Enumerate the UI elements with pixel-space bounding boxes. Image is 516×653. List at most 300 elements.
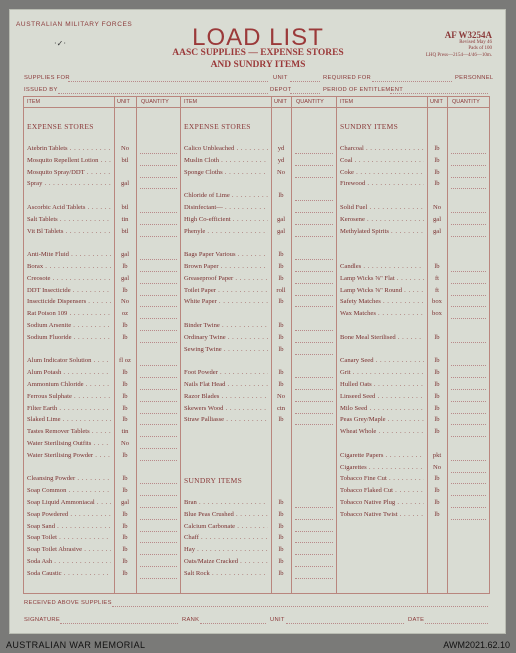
- list-item: [27, 381, 111, 388]
- quantity-field[interactable]: [140, 365, 177, 366]
- item-unit: lb: [434, 428, 440, 436]
- list-item: [184, 228, 268, 235]
- quantity-field[interactable]: [451, 295, 486, 296]
- list-item: [27, 310, 111, 317]
- quantity-field[interactable]: [140, 519, 177, 520]
- item-unit: gal: [432, 215, 442, 223]
- quantity-field[interactable]: [451, 377, 486, 378]
- item-name: Coal . . .: [340, 157, 424, 164]
- quantity-field[interactable]: [140, 318, 177, 319]
- supplies-for-label: SUPPLIES FOR: [24, 75, 70, 81]
- column-header-item: ITEM: [27, 99, 41, 105]
- item-name: Razor Blades . . .: [184, 393, 268, 400]
- column-header-unit: UNIT: [430, 99, 443, 105]
- quantity-field[interactable]: [140, 413, 177, 414]
- item-unit: gal: [120, 180, 130, 188]
- item-name: Sponge Cloths . . .: [184, 169, 268, 176]
- list-item: [340, 416, 424, 423]
- military-forces-label: AUSTRALIAN MILITARY FORCES: [16, 21, 133, 28]
- column-header-quantity: QUANTITY: [141, 99, 169, 105]
- supplies-for-field[interactable]: [68, 81, 268, 82]
- item-unit: No: [120, 440, 130, 447]
- list-item: [184, 570, 268, 577]
- quantity-field[interactable]: [140, 330, 177, 331]
- item-name: Tobacco Native Twist . . .: [340, 511, 424, 518]
- list-item: [184, 534, 268, 541]
- item-unit: lb: [122, 333, 128, 341]
- table-left-rule: [23, 96, 24, 594]
- item-name: Straw Palliasse . . .: [184, 416, 268, 423]
- item-unit: lb: [278, 534, 284, 542]
- quantity-field[interactable]: [140, 460, 177, 461]
- item-name: Candles . . .: [340, 263, 424, 270]
- list-item: [184, 369, 268, 376]
- quantity-field[interactable]: [451, 188, 486, 189]
- item-name: Tastes Remover Tablets . . .: [27, 428, 111, 435]
- bottom-unit-label: UNIT: [270, 617, 285, 623]
- item-unit: lb: [122, 451, 128, 459]
- item-unit: lb: [278, 381, 284, 388]
- item-unit: lb: [278, 522, 284, 530]
- ink-mark: ·✓·: [54, 39, 67, 48]
- list-item: [184, 334, 268, 341]
- quantity-field[interactable]: [140, 542, 177, 543]
- list-item: [27, 275, 111, 282]
- quantity-field[interactable]: [295, 578, 333, 579]
- form-subtitle-2: AND SUNDRY ITEMS: [210, 60, 306, 70]
- item-name: Water Sterilising Powder . . .: [27, 452, 111, 459]
- list-item: [184, 298, 268, 305]
- item-unit: lb: [278, 274, 284, 282]
- list-item: [184, 204, 268, 211]
- item-name: Oats/Maize Cracked . . .: [184, 558, 268, 565]
- item-unit: lb: [434, 475, 440, 483]
- item-unit: lb: [122, 558, 128, 565]
- item-unit: No: [276, 392, 286, 400]
- item-unit: lb: [434, 487, 440, 495]
- list-item: [340, 157, 424, 164]
- item-unit: lb: [278, 510, 284, 518]
- list-item: [27, 570, 111, 577]
- quantity-field[interactable]: [140, 188, 177, 189]
- list-item: [184, 263, 268, 270]
- quantity-field[interactable]: [451, 495, 486, 496]
- item-unit: lb: [122, 569, 128, 577]
- quantity-field[interactable]: [140, 224, 177, 225]
- list-item: [184, 546, 268, 553]
- list-item: [27, 287, 111, 294]
- list-item: [27, 487, 111, 494]
- list-item: [340, 487, 424, 494]
- period-label: PERIOD OF ENTITLEMENT: [323, 87, 404, 93]
- item-unit: lb: [434, 510, 440, 518]
- unit-field[interactable]: [290, 81, 320, 82]
- item-unit: gal: [276, 215, 286, 223]
- list-item: [27, 511, 111, 518]
- list-item: [184, 381, 268, 388]
- bottom-unit-field[interactable]: [286, 623, 404, 624]
- quantity-field[interactable]: [140, 483, 177, 484]
- quantity-field[interactable]: [140, 295, 177, 296]
- item-name: Ammonium Chloride . . .: [27, 381, 111, 388]
- date-field[interactable]: [425, 623, 488, 624]
- item-name: Bags Paper Various . . .: [184, 251, 268, 258]
- quantity-field[interactable]: [451, 401, 486, 402]
- quantity-field[interactable]: [140, 236, 177, 237]
- quantity-divider: [447, 96, 448, 594]
- column-divider: [180, 96, 181, 594]
- quantity-field[interactable]: [140, 495, 177, 496]
- depot-field[interactable]: [290, 93, 320, 94]
- item-unit: gal: [120, 251, 130, 259]
- item-name: Binder Twine . . .: [184, 322, 268, 329]
- quantity-field[interactable]: [295, 507, 333, 508]
- list-item: [340, 334, 424, 341]
- item-unit: gal: [120, 274, 130, 282]
- rank-label: RANK: [182, 617, 200, 623]
- item-name: Ferrous Sulphate . . .: [27, 393, 111, 400]
- item-name: Salt Tablets . . .: [27, 216, 111, 223]
- item-name: Hulled Oats . . .: [340, 381, 424, 388]
- quantity-field[interactable]: [451, 519, 486, 520]
- quantity-field[interactable]: [140, 507, 177, 508]
- list-item: [184, 322, 268, 329]
- item-name: Sodium Arsenite . . .: [27, 322, 111, 329]
- form-number: AF W3254A: [444, 30, 492, 40]
- quantity-field[interactable]: [451, 389, 486, 390]
- item-name: Calcium Carbonate . . .: [184, 523, 268, 530]
- list-item: [340, 204, 424, 211]
- item-unit: box: [432, 298, 442, 306]
- item-name: Soap Sand . . .: [27, 523, 111, 530]
- item-name: Rat Poison 109 . . .: [27, 310, 111, 317]
- quantity-field[interactable]: [451, 306, 486, 307]
- item-unit: lb: [122, 475, 128, 483]
- quantity-field[interactable]: [140, 578, 177, 579]
- quantity-field[interactable]: [451, 413, 486, 414]
- item-unit: lb: [278, 546, 284, 554]
- item-unit: lb: [122, 534, 128, 542]
- item-unit: ft: [434, 286, 440, 294]
- item-unit: No: [120, 145, 130, 152]
- column-header-unit: UNIT: [117, 99, 130, 105]
- item-unit: lb: [122, 404, 128, 412]
- item-name: Bone Meal Sterilised . . .: [340, 334, 424, 341]
- item-unit: lb: [122, 392, 128, 400]
- item-unit: pkt: [432, 451, 442, 459]
- item-name: Canary Seed . . .: [340, 357, 424, 364]
- quantity-field[interactable]: [295, 389, 333, 390]
- quantity-field[interactable]: [140, 306, 177, 307]
- item-name: Charcoal . . .: [340, 145, 424, 152]
- quantity-field[interactable]: [451, 507, 486, 508]
- quantity-field[interactable]: [295, 271, 333, 272]
- quantity-field[interactable]: [295, 377, 333, 378]
- quantity-field[interactable]: [295, 283, 333, 284]
- item-unit: lb: [278, 251, 284, 259]
- quantity-field[interactable]: [295, 165, 333, 166]
- list-item: [340, 228, 424, 235]
- list-item: [27, 204, 111, 211]
- item-name: Coke . . .: [340, 169, 424, 176]
- item-unit: yd: [277, 145, 285, 152]
- item-name: Alum Indicator Solution . . .: [27, 357, 111, 364]
- table-top-rule: [23, 96, 490, 97]
- item-name: Tobacco Fine Cut . . .: [340, 475, 424, 482]
- list-item: [27, 145, 111, 152]
- received-label: RECEIVED ABOVE SUPPLIES: [24, 600, 112, 606]
- item-unit: lb: [434, 168, 440, 176]
- item-name: Lamp Wicks ⅝" Flat . . .: [340, 275, 424, 282]
- item-unit: oz: [121, 310, 129, 318]
- signature-field[interactable]: [60, 623, 178, 624]
- item-name: Muslin Cloth . . .: [184, 157, 268, 164]
- quantity-field[interactable]: [295, 224, 333, 225]
- depot-label: DEPOT: [270, 87, 292, 93]
- item-unit: lb: [278, 322, 284, 329]
- item-name: Peas Grey/Maple . . .: [340, 416, 424, 423]
- quantity-field[interactable]: [140, 531, 177, 532]
- list-item: [184, 416, 268, 423]
- item-unit: lb: [434, 145, 440, 152]
- item-name: Slaked Lime . . .: [27, 416, 111, 423]
- quantity-field[interactable]: [295, 554, 333, 555]
- item-name: Tobacco Native Plug . . .: [340, 499, 424, 506]
- item-name: Spray . . .: [27, 180, 111, 187]
- list-item: [340, 405, 424, 412]
- quantity-field[interactable]: [140, 401, 177, 402]
- list-item: [340, 464, 424, 471]
- item-name: Wax Matches . . .: [340, 310, 424, 317]
- item-unit: lb: [278, 499, 284, 506]
- list-item: [27, 357, 111, 364]
- item-name: DDT Insecticide . . .: [27, 287, 111, 294]
- list-item: [340, 393, 424, 400]
- item-name: High Co-efficient . . .: [184, 216, 268, 223]
- quantity-field[interactable]: [140, 212, 177, 213]
- quantity-field[interactable]: [140, 153, 177, 154]
- quantity-field[interactable]: [295, 401, 333, 402]
- quantity-field[interactable]: [140, 283, 177, 284]
- quantity-field[interactable]: [140, 424, 177, 425]
- list-item: [184, 192, 268, 199]
- form-revised: Revised May 46: [459, 40, 492, 45]
- quantity-field[interactable]: [451, 460, 486, 461]
- quantity-field[interactable]: [295, 177, 333, 178]
- quantity-field[interactable]: [140, 566, 177, 567]
- list-item: [27, 523, 111, 530]
- item-name: Anti-Mite Fluid . . .: [27, 251, 111, 258]
- quantity-field[interactable]: [295, 295, 333, 296]
- quantity-field[interactable]: [295, 153, 333, 154]
- list-item: [184, 558, 268, 565]
- quantity-field[interactable]: [295, 424, 333, 425]
- item-name: Disinfectant— . . .: [184, 204, 268, 211]
- item-unit: tin: [121, 215, 129, 223]
- item-unit: roll: [276, 286, 286, 294]
- list-item: [27, 452, 111, 459]
- list-item: [27, 428, 111, 435]
- list-item: [184, 157, 268, 164]
- item-name: Phenyle . . .: [184, 228, 268, 235]
- issued-by-label: ISSUED BY: [24, 87, 58, 93]
- quantity-field[interactable]: [295, 413, 333, 414]
- list-item: [27, 216, 111, 223]
- item-name: Soap Common . . .: [27, 487, 111, 494]
- item-name: Cigarettes . . .: [340, 464, 424, 471]
- item-unit: lb: [278, 263, 284, 270]
- quantity-field[interactable]: [140, 377, 177, 378]
- quantity-field[interactable]: [140, 448, 177, 449]
- item-unit: lb: [434, 499, 440, 506]
- rank-field[interactable]: [200, 623, 266, 624]
- item-unit: lb: [278, 333, 284, 341]
- item-name: Soap Toilet . . .: [27, 534, 111, 541]
- item-name: Calico Unbleached . . .: [184, 145, 268, 152]
- list-item: [184, 393, 268, 400]
- item-unit: lb: [278, 298, 284, 306]
- item-unit: lb: [278, 345, 284, 353]
- quantity-field[interactable]: [451, 212, 486, 213]
- quantity-field[interactable]: [451, 472, 486, 473]
- item-unit: ctn: [276, 404, 286, 412]
- item-name: Safety Matches . . .: [340, 298, 424, 305]
- list-item: [340, 298, 424, 305]
- quantity-field[interactable]: [451, 283, 486, 284]
- quantity-field[interactable]: [295, 236, 333, 237]
- item-name: Borax . . .: [27, 263, 111, 270]
- list-item: [27, 416, 111, 423]
- quantity-field[interactable]: [451, 365, 486, 366]
- item-unit: lb: [122, 416, 128, 424]
- issued-by-field[interactable]: [58, 93, 268, 94]
- quantity-field[interactable]: [451, 224, 486, 225]
- section-heading: SUNDRY ITEMS: [340, 122, 399, 131]
- item-name: Bran . . .: [184, 499, 268, 506]
- quantity-field[interactable]: [295, 542, 333, 543]
- quantity-field[interactable]: [451, 177, 486, 178]
- item-unit: lb: [434, 263, 440, 270]
- section-heading: EXPENSE STORES: [27, 122, 94, 131]
- item-unit: lb: [278, 192, 284, 200]
- item-unit: lb: [278, 569, 284, 577]
- quantity-field[interactable]: [451, 424, 486, 425]
- item-name: Lamp Wicks ⅝" Round . . .: [340, 287, 424, 294]
- item-unit: lb: [278, 369, 284, 377]
- item-name: Blue Peas Crushed . . .: [184, 511, 268, 518]
- list-item: [27, 263, 111, 270]
- item-unit: lb: [122, 381, 128, 388]
- item-unit: lb: [122, 322, 128, 329]
- list-item: [340, 357, 424, 364]
- item-name: Chaff . . .: [184, 534, 268, 541]
- list-item: [184, 346, 268, 353]
- item-unit: lb: [122, 369, 128, 377]
- item-unit: lb: [434, 369, 440, 377]
- list-item: [27, 169, 111, 176]
- column-header-item: ITEM: [340, 99, 354, 105]
- quantity-field[interactable]: [295, 259, 333, 260]
- section-heading: EXPENSE STORES: [184, 122, 251, 131]
- item-name: Brown Paper . . .: [184, 263, 268, 270]
- item-name: Wheat Whole . . .: [340, 428, 424, 435]
- item-name: Ascorbic Acid Tablets . . .: [27, 204, 111, 211]
- item-name: Soap Powdered . . .: [27, 511, 111, 518]
- item-name: Atebrin Tablets . . .: [27, 145, 111, 152]
- list-item: [184, 405, 268, 412]
- unit-label: UNIT: [273, 75, 288, 81]
- quantity-field[interactable]: [140, 436, 177, 437]
- quantity-field[interactable]: [451, 342, 486, 343]
- item-unit: ft: [434, 274, 440, 282]
- quantity-field[interactable]: [140, 389, 177, 390]
- quantity-field[interactable]: [295, 342, 333, 343]
- quantity-field[interactable]: [140, 177, 177, 178]
- item-unit: No: [432, 204, 442, 211]
- quantity-field[interactable]: [451, 483, 486, 484]
- item-name: White Paper . . .: [184, 298, 268, 305]
- quantity-field[interactable]: [451, 165, 486, 166]
- list-item: [27, 180, 111, 187]
- quantity-field[interactable]: [451, 318, 486, 319]
- quantity-field[interactable]: [140, 259, 177, 260]
- quantity-field[interactable]: [451, 271, 486, 272]
- list-item: [340, 499, 424, 506]
- list-item: [340, 275, 424, 282]
- quantity-field[interactable]: [140, 342, 177, 343]
- received-field[interactable]: [112, 606, 488, 607]
- quantity-field[interactable]: [451, 436, 486, 437]
- item-unit: lb: [122, 510, 128, 518]
- list-item: [27, 228, 111, 235]
- list-item: [27, 369, 111, 376]
- item-name: Vit Bl Tablets . . .: [27, 228, 111, 235]
- item-unit: lb: [434, 404, 440, 412]
- item-name: Solid Fuel . . .: [340, 204, 424, 211]
- quantity-field[interactable]: [295, 306, 333, 307]
- list-item: [27, 334, 111, 341]
- quantity-field[interactable]: [451, 236, 486, 237]
- item-name: Soda Ash . . .: [27, 558, 111, 565]
- quantity-field[interactable]: [295, 212, 333, 213]
- quantity-field[interactable]: [295, 566, 333, 567]
- item-name: Mosquito Spray/DDT . . .: [27, 169, 111, 176]
- list-item: [184, 511, 268, 518]
- item-name: Soda Caustic . . .: [27, 570, 111, 577]
- list-item: [27, 534, 111, 541]
- list-item: [184, 216, 268, 223]
- quantity-field[interactable]: [295, 330, 333, 331]
- quantity-field[interactable]: [451, 153, 486, 154]
- list-item: [340, 180, 424, 187]
- quantity-field[interactable]: [295, 519, 333, 520]
- period-field[interactable]: [390, 93, 488, 94]
- item-name: Mosquito Repellent Lotion . . .: [27, 157, 111, 164]
- item-unit: yd: [277, 156, 285, 164]
- item-name: Soap Toilet Abrasive . . .: [27, 546, 111, 553]
- quantity-field[interactable]: [140, 554, 177, 555]
- quantity-field[interactable]: [295, 531, 333, 532]
- quantity-field[interactable]: [295, 354, 333, 355]
- item-unit: No: [120, 298, 130, 306]
- required-for-field[interactable]: [372, 81, 452, 82]
- list-item: [340, 452, 424, 459]
- quantity-field[interactable]: [295, 200, 333, 201]
- quantity-field[interactable]: [140, 165, 177, 166]
- column-header-unit: UNIT: [274, 99, 287, 105]
- item-unit: No: [276, 168, 286, 176]
- quantity-field[interactable]: [140, 271, 177, 272]
